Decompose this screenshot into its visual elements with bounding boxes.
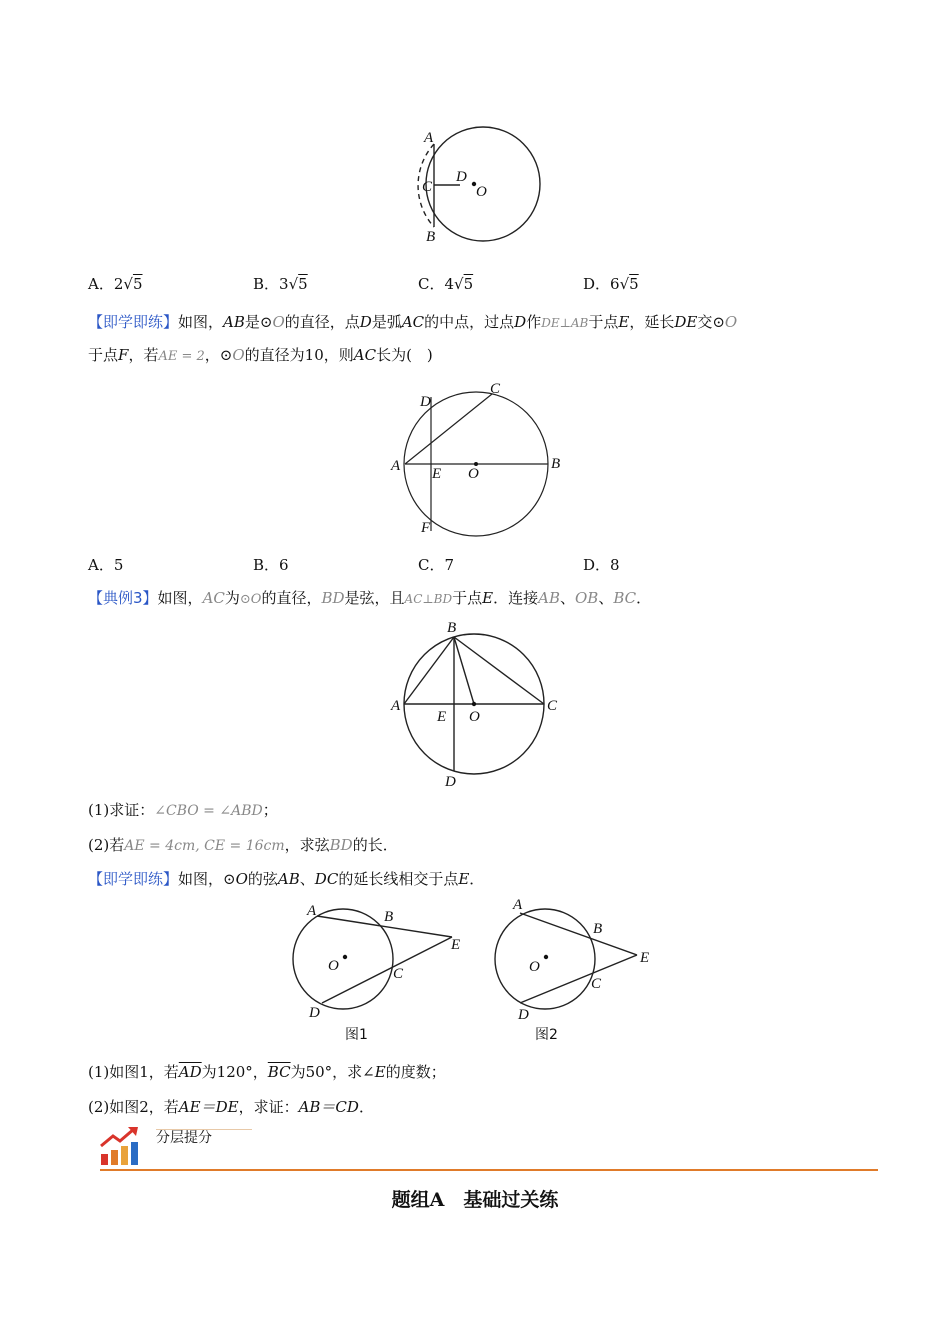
q1-option-b: B．3√5: [253, 275, 308, 293]
q2-label-e: E: [432, 466, 442, 482]
q4-fig1-circle: [293, 909, 393, 1009]
growth-chart-icon: [98, 1124, 148, 1168]
q2-option-d: D．8: [583, 556, 620, 574]
q1-label-b: B: [426, 229, 436, 245]
q3-label-o: O: [469, 709, 480, 725]
q2-label-f: F: [421, 520, 431, 536]
q4-part2: (2)如图2，若AE＝DE，求证：AB＝CD．: [88, 1098, 374, 1116]
q2-chord-ac: [405, 394, 492, 464]
q4-fig2-label-b: B: [593, 921, 603, 937]
q3-label-e: E: [437, 709, 447, 725]
q1-label-a: A: [424, 130, 434, 146]
q2-line2: 于点F，若AE = 2，⊙O的直径为10，则AC长为( ): [88, 346, 433, 364]
q4-fig2-line-ae: [520, 913, 637, 955]
q2-label-b: B: [551, 456, 561, 472]
q1-label-d: D: [456, 169, 467, 185]
q1-label-o: O: [476, 184, 487, 200]
q2-figure: [388, 378, 568, 538]
q3-label-d: D: [445, 774, 456, 790]
section-header-label: 分层提分: [156, 1130, 212, 1146]
q1-option-a: A．2√5: [88, 275, 143, 293]
q4-fig1-label-e: E: [451, 937, 461, 953]
q3-line: 【典例3】如图，AC为⊙O的直径，BD是弦，且AC⊥BD于点E．连接AB、OB、BC．: [88, 589, 652, 607]
section-divider: [100, 1169, 878, 1171]
q3-figure: [385, 615, 565, 790]
header-underline: [156, 1129, 252, 1130]
q2-label-o: O: [468, 466, 479, 482]
q4-fig2-label-c: C: [591, 976, 602, 992]
q2-line1: 【即学即练】如图，AB是⊙O的直径，点D是弧AC的中点，过点D作DE⊥AB于点E，延长DE交⊙O: [88, 313, 738, 331]
q2-option-b: B．6: [253, 556, 289, 574]
q3-label-c: C: [547, 698, 558, 714]
q4-fig1-center-dot: [343, 955, 347, 959]
q3-label-a: A: [391, 698, 401, 714]
q4-fig1-caption: 图1: [345, 1027, 368, 1043]
q4-fig2-label-d: D: [518, 1007, 529, 1023]
q4-fig2-center-dot: [544, 955, 548, 959]
q2-label-c: C: [490, 381, 501, 397]
q4-fig1-label-c: C: [393, 966, 404, 982]
q2-label-d: D: [420, 394, 431, 410]
q4-fig1-label-d: D: [309, 1005, 320, 1021]
q3-part2: (2)若AE = 4cm, CE = 16cm，求弦BD的长．: [88, 836, 398, 854]
q3-center-dot: [472, 702, 476, 706]
q4-part1: (1)如图1，若$\overline{AD}$为120°，$\overline{BC}$为50°，求∠E的度数；: [88, 1063, 446, 1081]
q2-option-c: C．7: [418, 556, 455, 574]
q4-line: 【即学即练】如图，⊙O的弦AB、DC的延长线相交于点E．: [88, 870, 485, 888]
q3-label-b: B: [447, 620, 457, 636]
q4-figure2: [485, 895, 665, 1045]
q2-label-a: A: [391, 458, 401, 474]
q3-segment-bc: [454, 637, 544, 704]
q4-fig2-caption: 图2: [535, 1027, 558, 1043]
q4-fig1-label-a: A: [307, 903, 317, 919]
q4-figure1: [285, 895, 475, 1045]
q4-fig1-line-de: [322, 937, 452, 1003]
q4-fig2-label-e: E: [640, 950, 650, 966]
section-title: 题组A 基础过关练: [391, 1189, 559, 1211]
q1-option-c: C．4√5: [418, 275, 474, 293]
q3-segment-ob: [454, 637, 474, 704]
q4-fig2-label-o: O: [529, 959, 540, 975]
q1-option-d: D．6√5: [583, 275, 639, 293]
q3-segment-ab: [404, 637, 454, 704]
q3-part1: (1)求证：∠CBO = ∠ABD；: [88, 801, 278, 819]
q4-fig2-label-a: A: [513, 897, 523, 913]
q4-fig2-circle: [495, 909, 595, 1009]
q2-option-a: A．5: [88, 556, 124, 574]
q4-fig1-label-o: O: [328, 958, 339, 974]
q1-figure: [412, 125, 542, 250]
q1-label-c: C: [422, 179, 433, 195]
q4-fig1-label-b: B: [384, 909, 394, 925]
